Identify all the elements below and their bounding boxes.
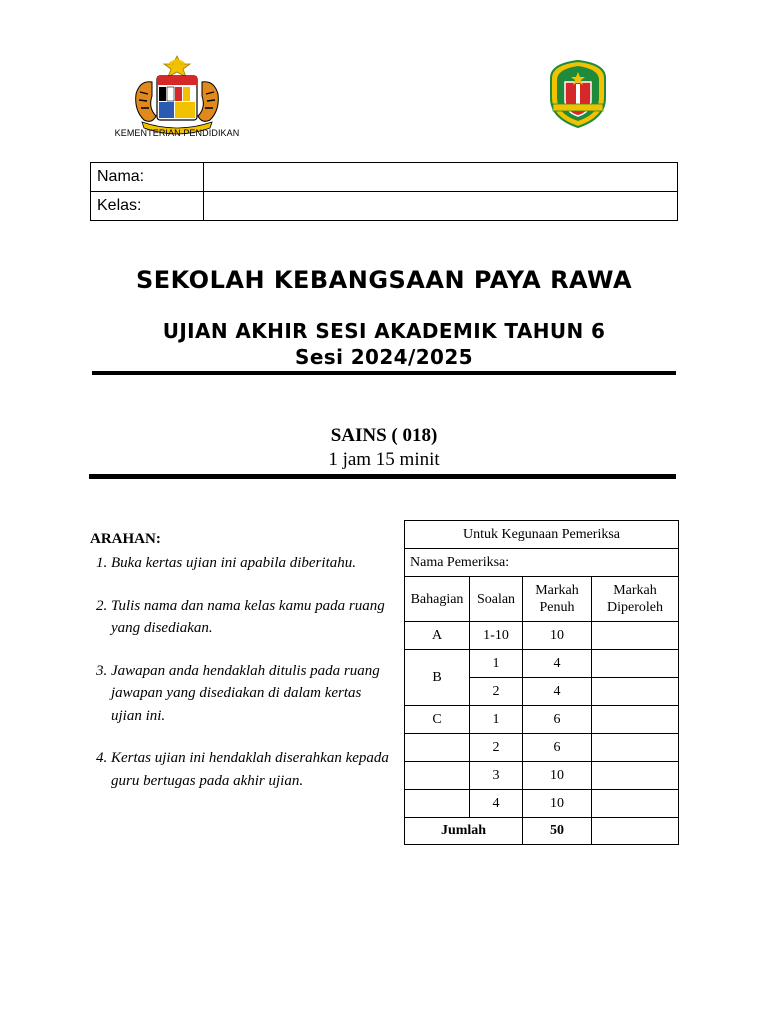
column-header-question: Soalan bbox=[470, 577, 523, 622]
question-cell: 3 bbox=[470, 762, 523, 790]
instruction-item: 3. Jawapan anda hendaklah ditulis pada ruang jawapan yang disediakan di dalam kertas ujian ini. bbox=[111, 660, 390, 728]
exam-session: Sesi 2024/2025 bbox=[295, 345, 473, 369]
title-divider bbox=[92, 371, 676, 375]
instructions-list bbox=[90, 552, 390, 792]
school-crest-logo bbox=[545, 58, 611, 130]
exam-title-block bbox=[0, 318, 768, 370]
marks-obtained-cell[interactable] bbox=[592, 622, 679, 650]
instruction-item: 1. Buka kertas ujian ini apabila diberitahu. bbox=[111, 552, 390, 575]
marks-obtained-cell[interactable] bbox=[592, 706, 679, 734]
question-cell: 1 bbox=[470, 650, 523, 678]
section-cell bbox=[405, 734, 470, 762]
class-label: Kelas: bbox=[91, 192, 204, 221]
instructions-title: ARAHAN: bbox=[90, 531, 161, 547]
question-cell: 4 bbox=[470, 790, 523, 818]
full-marks-cell: 10 bbox=[523, 762, 592, 790]
section-cell bbox=[405, 790, 470, 818]
table-row bbox=[405, 650, 679, 678]
column-header-marks-obtained: Markah Diperoleh bbox=[592, 577, 679, 622]
question-cell: 2 bbox=[470, 734, 523, 762]
name-label: Nama: bbox=[91, 163, 204, 192]
question-cell: 1-10 bbox=[470, 622, 523, 650]
school-name-heading: SEKOLAH KEBANGSAAN PAYA RAWA bbox=[135, 266, 633, 294]
instruction-item: 4. Kertas ujian ini hendaklah diserahkan kepada guru bertugas pada akhir ujian. bbox=[111, 747, 390, 792]
subject-heading: SAINS ( 018) bbox=[330, 425, 438, 446]
marks-obtained-cell[interactable] bbox=[592, 762, 679, 790]
table-row bbox=[405, 762, 679, 790]
full-marks-cell: 10 bbox=[523, 622, 592, 650]
name-row bbox=[91, 163, 678, 192]
examiner-table-title: Untuk Kegunaan Pemeriksa bbox=[405, 521, 679, 549]
section-cell bbox=[405, 762, 470, 790]
full-marks-cell: 10 bbox=[523, 790, 592, 818]
class-row bbox=[91, 192, 678, 221]
marks-obtained-cell[interactable] bbox=[592, 650, 679, 678]
instructions-block bbox=[90, 531, 390, 812]
table-row bbox=[405, 706, 679, 734]
full-marks-cell: 4 bbox=[523, 650, 592, 678]
total-marks-obtained-cell[interactable] bbox=[592, 818, 679, 845]
exam-title: UJIAN AKHIR SESI AKADEMIK TAHUN 6 bbox=[162, 319, 606, 343]
marks-obtained-cell[interactable] bbox=[592, 678, 679, 706]
section-cell: B bbox=[405, 650, 470, 706]
examiner-table-header-row bbox=[405, 577, 679, 622]
table-row bbox=[405, 622, 679, 650]
exam-duration: 1 jam 15 minit bbox=[328, 449, 440, 470]
subject-divider bbox=[89, 474, 676, 479]
full-marks-cell: 4 bbox=[523, 678, 592, 706]
ministry-caption: KEMENTERIAN PENDIDIKAN bbox=[114, 128, 240, 138]
table-row bbox=[405, 734, 679, 762]
full-marks-cell: 6 bbox=[523, 734, 592, 762]
marks-obtained-cell[interactable] bbox=[592, 790, 679, 818]
column-header-section: Bahagian bbox=[405, 577, 470, 622]
name-field[interactable] bbox=[204, 163, 678, 192]
total-full-marks: 50 bbox=[523, 818, 592, 845]
total-row bbox=[405, 818, 679, 845]
student-info-table bbox=[90, 162, 678, 221]
table-row bbox=[405, 790, 679, 818]
full-marks-cell: 6 bbox=[523, 706, 592, 734]
examiner-name-row bbox=[405, 549, 679, 577]
question-cell: 1 bbox=[470, 706, 523, 734]
question-cell: 2 bbox=[470, 678, 523, 706]
section-cell: A bbox=[405, 622, 470, 650]
instruction-item: 2. Tulis nama dan nama kelas kamu pada ruang yang disediakan. bbox=[111, 595, 390, 640]
marks-obtained-cell[interactable] bbox=[592, 734, 679, 762]
examiner-table-title-row bbox=[405, 521, 679, 549]
examiner-table bbox=[404, 520, 679, 845]
section-cell: C bbox=[405, 706, 470, 734]
total-label: Jumlah bbox=[405, 818, 523, 845]
examiner-name-label[interactable]: Nama Pemeriksa: bbox=[405, 549, 679, 577]
class-field[interactable] bbox=[204, 192, 678, 221]
column-header-full-marks: Markah Penuh bbox=[523, 577, 592, 622]
